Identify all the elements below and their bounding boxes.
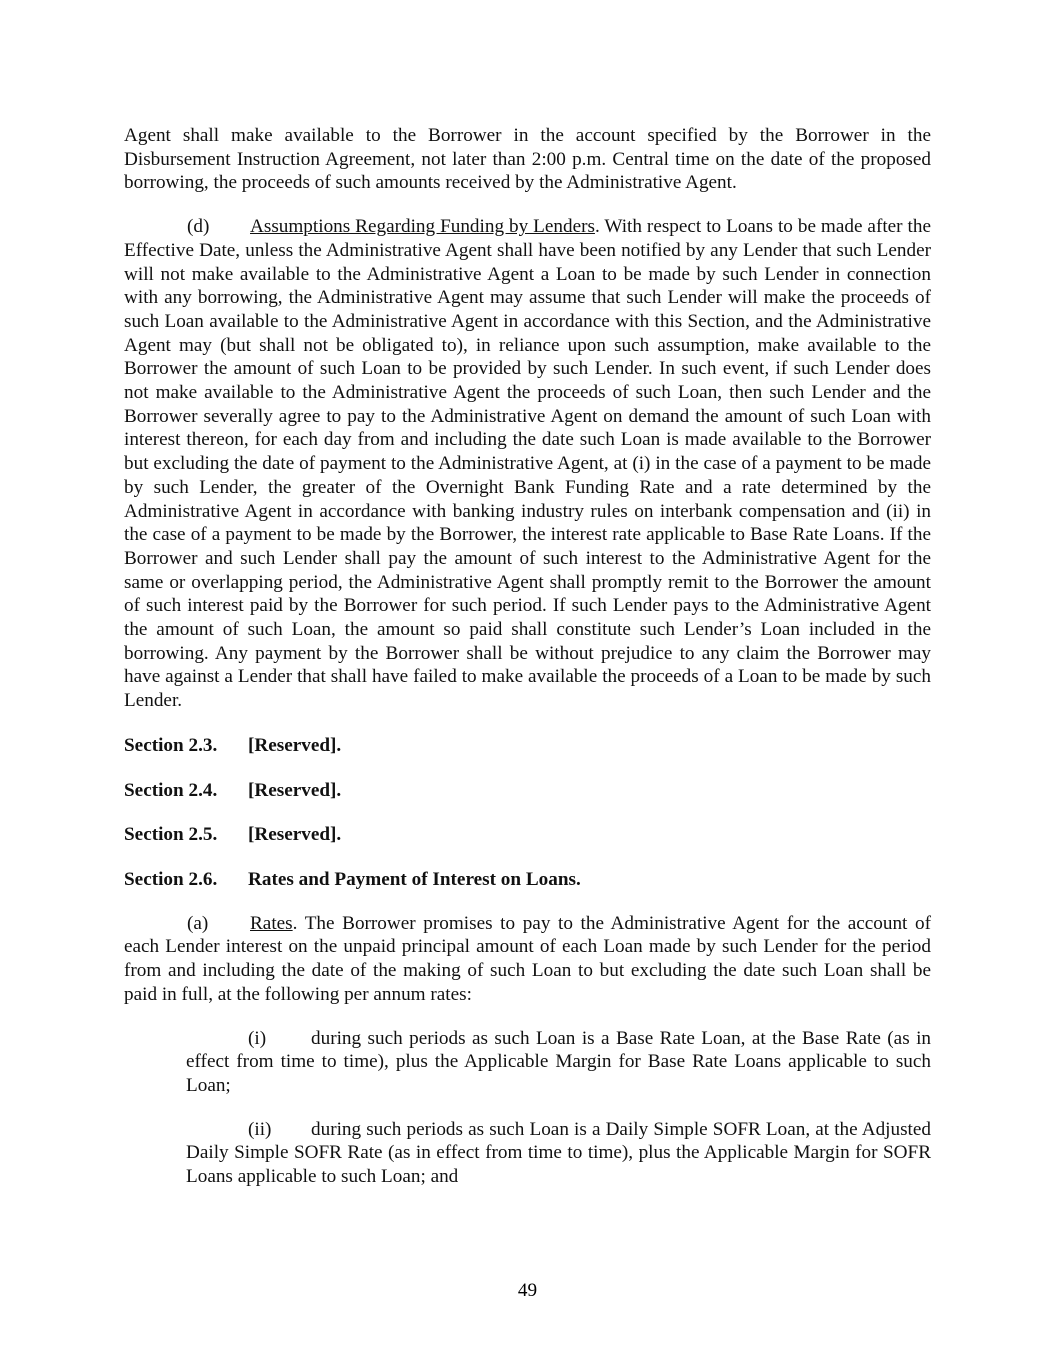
subparagraph-i-text: during such periods as such Loan is a Base Rate Loan, at the Base Rate (as in effect from time to time), plus the Applicable Margin for Base Rate Loans applicable to such Loan; <box>186 1027 931 1096</box>
paragraph-d-text: . With respect to Loans to be made after the Effective Date, unless the Administrative Agent shall have been notified by any Lender that such Lender will not make available to the Administrative Agent a Loan to be made by such Lender in connection with any borrowing, the Administrative Agent may assume that such Lender will make the proceeds of such Loan available to the Administrative Agent in accordance with this Section, and the Administrative Agent may (but shall not be obligated to), in reliance upon such assumption, make available to the Borrower the amount of such Loan to be provided by such Lender. In such event, if such Lender does not make available to the Administrative Agent the proceeds of such Loan, then such Lender and the Borrower severally agree to pay to the Administrative Agent on demand the amount of such Loan with interest thereon, for each day from and including the date such Loan is made available to the Borrower but excluding the date of payment to the Administrative Agent, at (i) in the case of a payment to be made by such Lender, the greater of the Overnight Bank Funding Rate and a rate determined by the Administrative Agent in accordance with banking industry rules on interbank compensation and (ii) in the case of a payment to be made by the Borrower, the interest rate applicable to Base Rate Loans. If the Borrower and such Lender shall pay the amount of such interest to the Administrative Agent for the same or overlapping period, the Administrative Agent shall promptly remit to the Borrower the amount of such interest paid by the Borrower for such period. If such Lender pays to the Administrative Agent the amount of such Loan, the amount so paid shall constitute such Lender’s Loan included in the borrowing. Any payment by the Borrower shall be without prejudice to any claim the Borrower may have against a Lender that shall have failed to make available the proceeds of a Loan to be made by such Lender. <box>124 216 931 712</box>
section-2-6-heading <box>124 868 931 892</box>
subparagraph-i <box>186 1027 931 1098</box>
page-number: 49 <box>517 1280 538 1301</box>
section-title: [Reserved]. <box>248 779 342 801</box>
subparagraph-i-number: (i) <box>248 1027 267 1049</box>
paragraph-d <box>124 215 931 713</box>
section-title: [Reserved]. <box>248 824 342 846</box>
paragraph-a-title: Rates <box>250 912 293 934</box>
document-page <box>124 124 931 1189</box>
paragraph-a <box>124 912 931 1007</box>
section-number: Section 2.4. <box>124 779 218 801</box>
paragraph-d-number: (d) <box>187 216 210 238</box>
section-number: Section 2.3. <box>124 734 218 756</box>
section-2-4-heading <box>124 779 931 803</box>
section-number: Section 2.5. <box>124 824 218 846</box>
subparagraph-ii-text: during such periods as such Loan is a Daily Simple SOFR Loan, at the Adjusted Daily Simple SOFR Rate (as in effect from time to time), plus the Applicable Margin for SOFR Loans applicable to such Loan; and <box>186 1118 931 1188</box>
section-title: Rates and Payment of Interest on Loans. <box>248 868 581 890</box>
section-2-5-heading <box>124 823 931 847</box>
section-2-3-heading <box>124 734 931 758</box>
subparagraph-ii-number: (ii) <box>248 1118 272 1140</box>
subparagraph-ii <box>186 1118 931 1189</box>
paragraph-d-title: Assumptions Regarding Funding by Lenders <box>250 216 595 238</box>
paragraph-c-continuation: Agent shall make available to the Borrower in the account specified by the Borrower in the Disbursement Instruction Agreement, not later than 2:00 p.m. Central time on the date of the proposed borrowing, the proceeds of such amounts received by the Administrative Agent. <box>124 125 931 194</box>
section-number: Section 2.6. <box>124 868 218 890</box>
paragraph-a-text: . The Borrower promises to pay to the Administrative Agent for the account of each Lender interest on the unpaid principal amount of each Loan made by such Lender for the period from and including the date of the making of such Loan to but excluding the date such Loan shall be paid in full, at the following per annum rates: <box>124 912 931 1005</box>
section-title: [Reserved]. <box>248 734 342 756</box>
paragraph-a-number: (a) <box>187 912 209 934</box>
